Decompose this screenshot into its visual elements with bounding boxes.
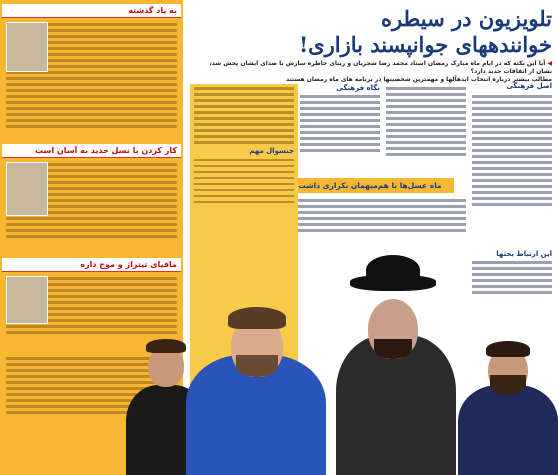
portrait-photo: [6, 276, 48, 324]
singers-photo-collage: [186, 240, 558, 475]
subheading-4: این ارتباط بحثها: [496, 250, 552, 258]
sidebar-box-3-title: مافیای تیتراژ و موج داره: [2, 258, 181, 272]
sidebar-box-2-body: [2, 158, 181, 256]
section-banner: ماه عسل‌ها با هم‌میهمان نکراری داشت: [286, 178, 454, 193]
subheading-3: جنسوال مهم: [249, 147, 294, 156]
text-column-1: [472, 84, 552, 224]
headline-line-2: خوانندههای جوانپسند بازاری!: [298, 32, 552, 57]
sidebar-box-1: [2, 4, 181, 140]
subheading-2: نگاه فرهنگی: [336, 84, 380, 92]
singer-photo-2: [186, 275, 326, 475]
sidebar-box-1-body: [2, 18, 181, 140]
portrait-photo: [6, 162, 48, 216]
sidebar-box-2-title: کار کردن با نسل جدید به آسان است: [2, 144, 181, 158]
lead-paragraph: [197, 60, 552, 84]
lead-text-2: مطالب بیشتر درباره انتخاب ایدهآلها و مهمترین شخصیتها در برنامه های ماه رمضان هستند: [285, 76, 552, 83]
headline-line-1: تلویزیون در سیطره: [380, 6, 552, 31]
sidebar-box-2: [2, 144, 181, 254]
singer-photo-3: [336, 245, 456, 475]
text-column-2: [386, 84, 466, 174]
main-article: [186, 0, 558, 475]
lead-text: آیا این نکته که در ایام ماه مبارک رمضان استاد محمد رضا شجریان و ربنای خاطره سازش با صدای ایشان پخش شد، نشان از اتفاقات جدید دارد؟: [209, 60, 552, 75]
subheading-1: اصل فرهنگی: [506, 82, 552, 90]
text-column-banner: [290, 196, 466, 246]
text-column-3: [300, 84, 380, 174]
sidebar-box-1-title: به یاد گذشته: [2, 4, 181, 18]
headline: [212, 6, 552, 58]
singer-photo-4: [458, 325, 558, 475]
bullet-arrow-icon: ◀: [547, 60, 552, 67]
portrait-photo: [6, 22, 48, 72]
